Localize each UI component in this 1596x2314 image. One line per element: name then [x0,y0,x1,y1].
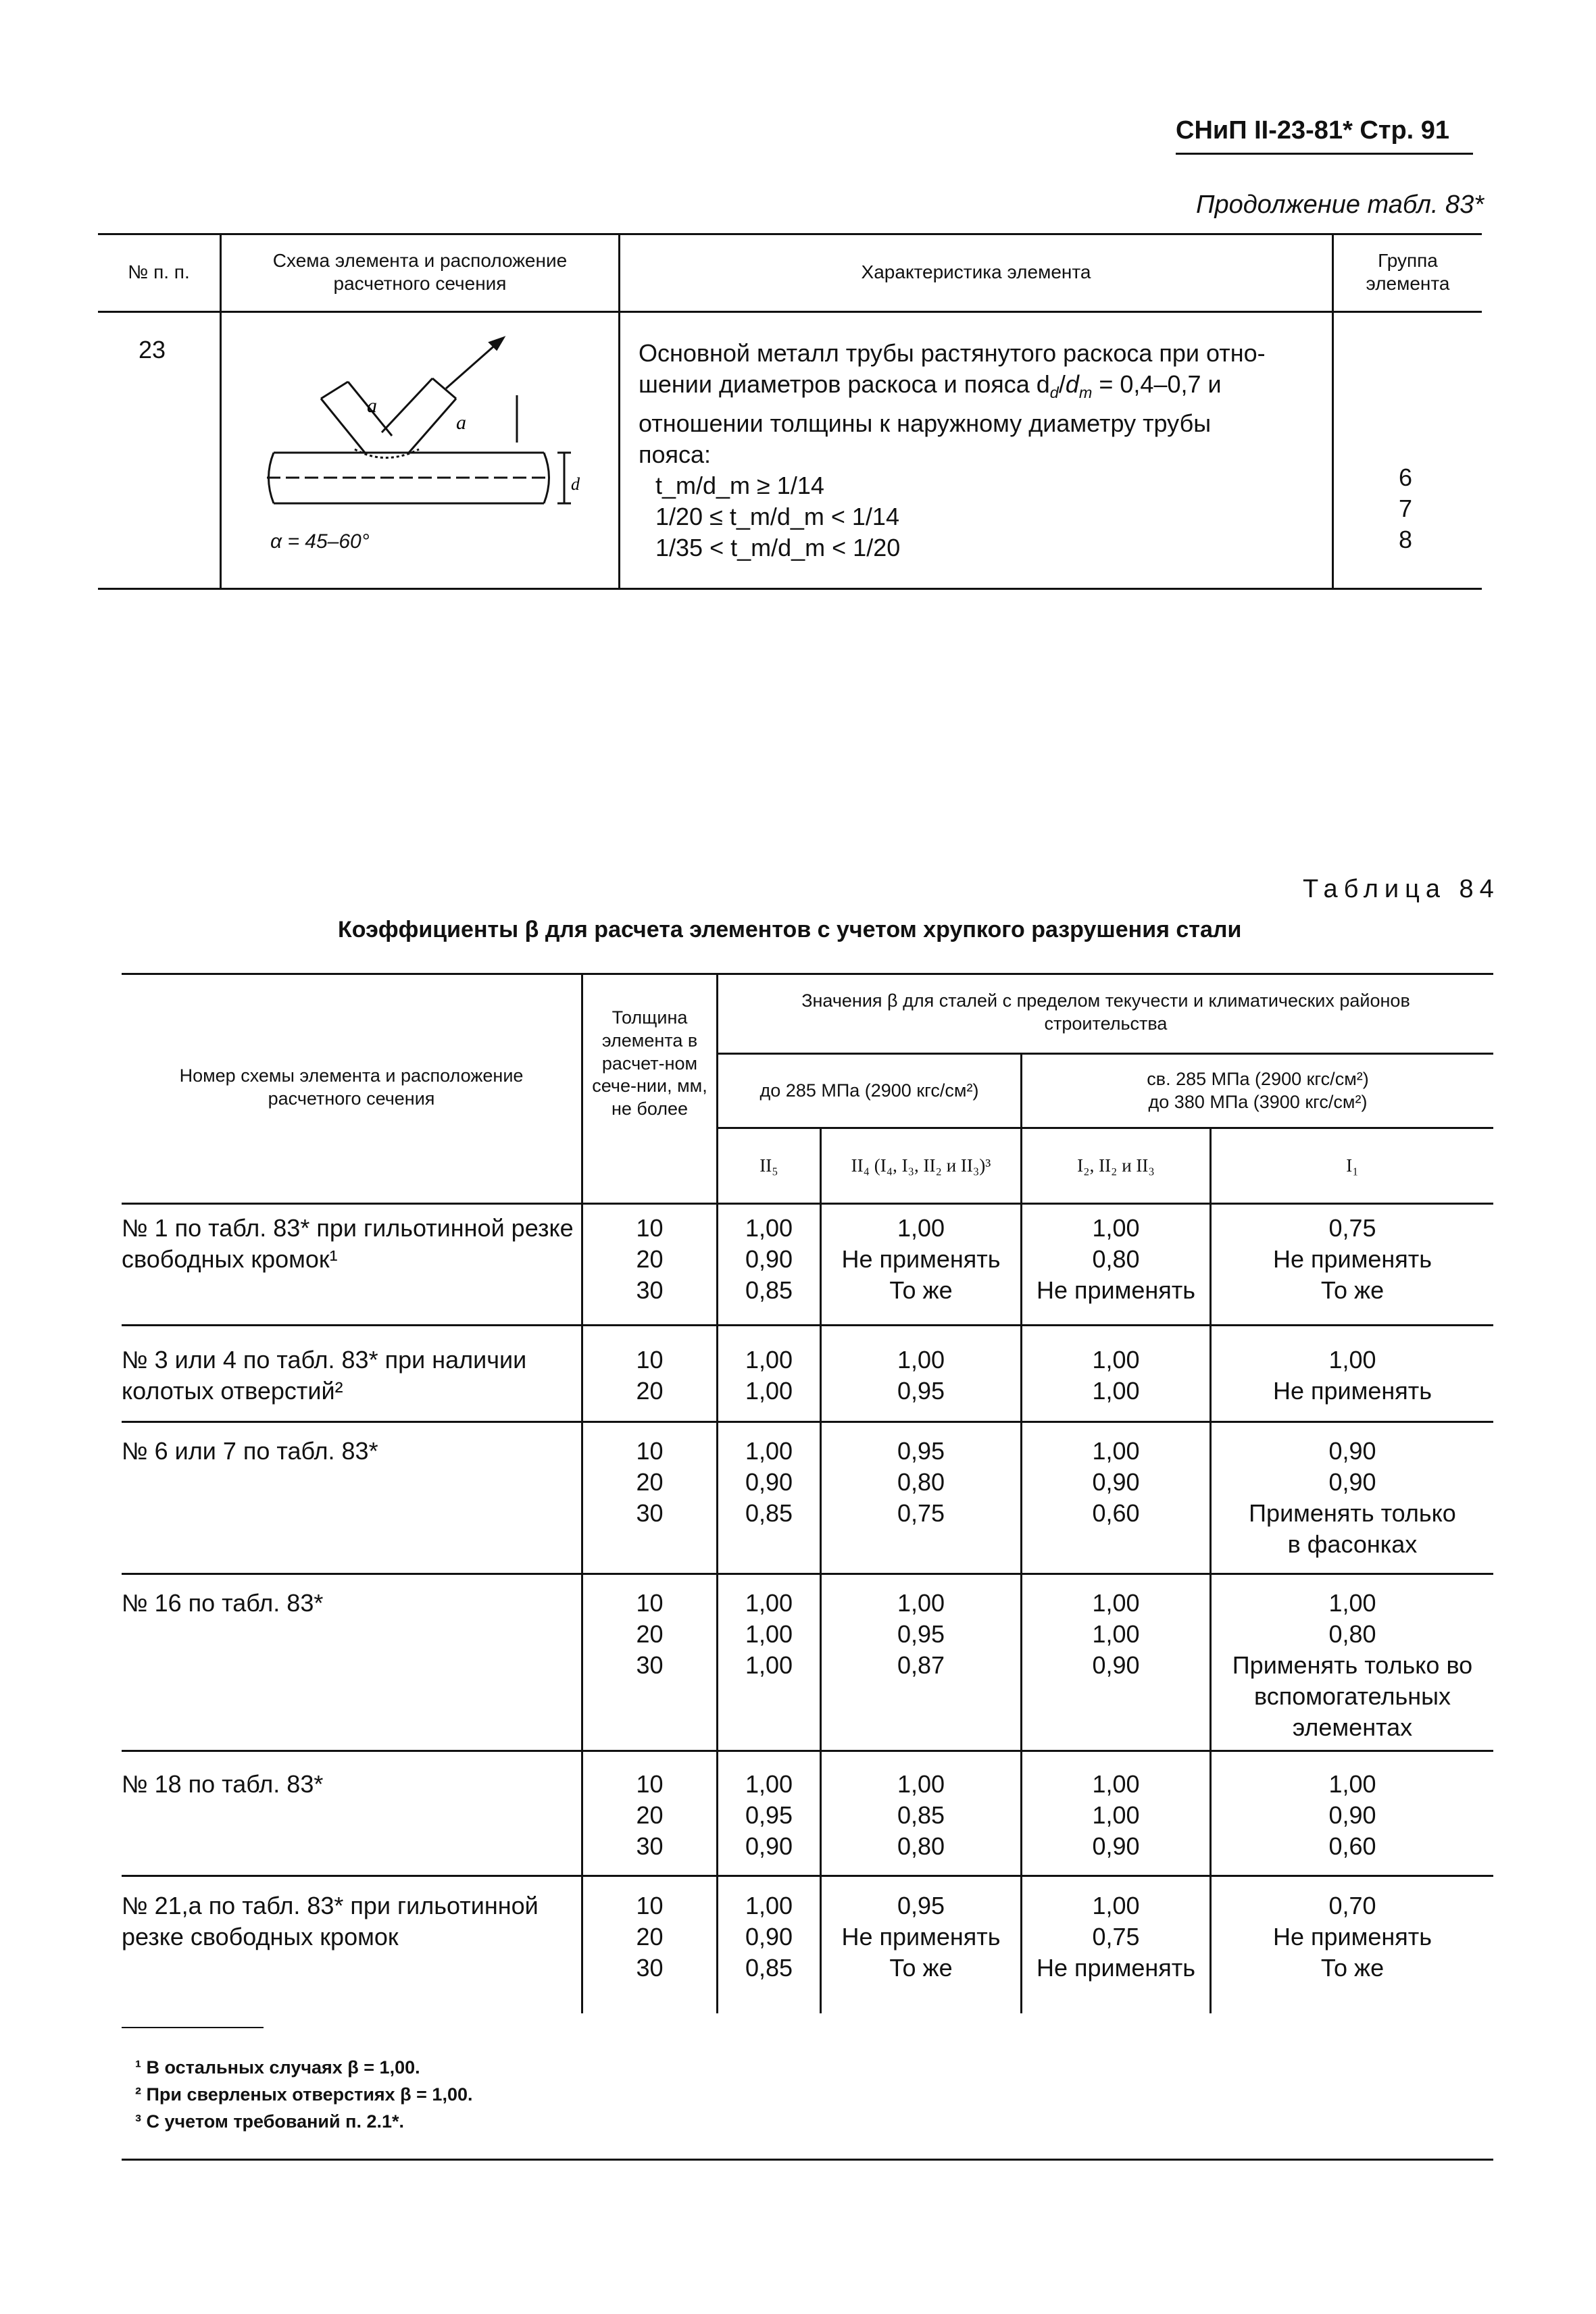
row-number: 23 [139,336,166,363]
characteristic-text: Основной металл трубы растянутого раскоса при отно- шении диаметров раскоса и пояса $d_d/d_m = 0,4-0,7$ и отношении толщины к наружному диаметру трубы пояса: t_m/d_m ≥ 1/14 1/20 ≤ t_m/d_m < 1/14 1/35 < t_m/d_m < 1/20 [639,339,1266,562]
header-scheme-number: Номер схемы элемента и расположение расчетного сечения [179,1065,524,1109]
header-beta-values: Значения β для сталей с пределом текучести и климатических районов строительства [801,990,1410,1034]
row-label-6: № 21,а по табл. 83* при гильотинной резке свободных кромок [122,1892,539,1951]
row-4-thickness: 10 20 30 [636,1589,664,1679]
svg-text:a: a [456,411,466,434]
header-rule [1176,153,1473,155]
table-continuation-label: Продолжение табл. 83* [1196,191,1485,219]
truss-joint-diagram [253,334,605,551]
row-2-col1: 1,00 1,00 [745,1346,793,1405]
footnote-1: ¹ В остальных случаях β = 1,00. [135,2057,420,2078]
header-col-i2: I₂, II₂ и II₃ [1077,1155,1155,1176]
row-6-col3: 1,00 0,75 Не применять [1036,1892,1196,1982]
row-5-col2: 1,00 0,85 0,80 [897,1770,945,1860]
row-6-thickness: 10 20 30 [636,1892,664,1982]
row-1-thickness: 10 20 30 [636,1214,664,1304]
table-83-continuation [98,233,1482,590]
row-label-4: № 16 по табл. 83* [122,1589,324,1617]
row-4-col1: 1,00 1,00 1,00 [745,1589,793,1679]
table-84 [122,973,1493,2013]
svg-text:a: a [367,395,377,417]
group-values: 6 7 8 [1398,463,1413,553]
row-2-col2: 1,00 0,95 [897,1346,945,1405]
row-5-col4: 1,00 0,90 0,60 [1328,1770,1376,1860]
row-6-col4: 0,70 Не применять То же [1272,1892,1432,1982]
row-2-col3: 1,00 1,00 [1092,1346,1140,1405]
row-label-2: № 3 или 4 по табл. 83* при наличии колотых отверстий² [122,1346,527,1405]
row-2-thickness: 10 20 [636,1346,664,1405]
row-2-col4: 1,00 Не применять [1272,1346,1432,1405]
footnote-2: ² При сверленых отверстиях β = 1,00. [135,2084,473,2105]
table-84-caption: Коэффициенты β для расчета элементов с учетом хрупкого разрушения стали [338,917,1242,942]
header-col-ii4: II₄ (I₄, I₃, II₂ и II₃)³ [851,1155,991,1176]
row-label-3: № 6 или 7 по табл. 83* [122,1437,378,1465]
row-1-col1: 1,00 0,90 0,85 [745,1214,793,1304]
header-thickness: Толщина элемента в расчет-ном сече-нии, мм, не более [592,1007,707,1119]
row-6-col1: 1,00 0,90 0,85 [745,1892,793,1982]
header-group-285: до 285 МПа (2900 кгс/см²) [759,1080,979,1101]
table-84-number: Таблица 84 [1303,875,1500,903]
header-group-380: св. 285 МПа (2900 кгс/см²) до 380 МПа (3900 кгс/см²) [1147,1068,1369,1112]
header-col-ii5: II₅ [759,1155,778,1176]
footnote-3: ³ С учетом требований п. 2.1*. [135,2111,404,2132]
row-5-col3: 1,00 1,00 0,90 [1092,1770,1140,1860]
header-characteristic: Характеристика элемента [861,261,1091,282]
row-1-col2: 1,00 Не применять То же [841,1214,1001,1304]
row-1-col3: 1,00 0,80 Не применять [1036,1214,1196,1304]
page-header: СНиП II-23-81* Стр. 91 [1176,116,1450,145]
row-4-col3: 1,00 1,00 0,90 [1092,1589,1140,1679]
row-label-5: № 18 по табл. 83* [122,1770,324,1798]
row-3-col4: 0,90 0,90 Применять только в фасонках [1249,1437,1456,1558]
row-6-col2: 0,95 Не применять То же [841,1892,1001,1982]
row-1-col4: 0,75 Не применять То же [1272,1214,1432,1304]
svg-text:d: d [571,474,580,494]
row-5-col1: 1,00 0,95 0,90 [745,1770,793,1860]
row-label-1: № 1 по табл. 83* при гильотинной резке свободных кромок¹ [122,1214,574,1273]
row-3-thickness: 10 20 30 [636,1437,664,1527]
row-4-col2: 1,00 0,95 0,87 [897,1589,945,1679]
header-col-i1: I₁ [1346,1155,1359,1176]
header-scheme: Схема элемента и расположение расчетного сечения [272,249,568,294]
footnote-rule [122,2027,264,2028]
row-3-col3: 1,00 0,90 0,60 [1092,1437,1140,1527]
page-bottom-rule [122,2159,1493,2161]
angle-label: α = 45–60° [270,530,370,553]
row-3-col1: 1,00 0,90 0,85 [745,1437,793,1527]
row-5-thickness: 10 20 30 [636,1770,664,1860]
header-no: № п. п. [128,261,190,282]
row-3-col2: 0,95 0,80 0,75 [897,1437,945,1527]
header-group: Группа элемента [1366,249,1450,294]
row-4-col4: 1,00 0,80 Применять только во вспомогательных элементах [1232,1589,1473,1741]
